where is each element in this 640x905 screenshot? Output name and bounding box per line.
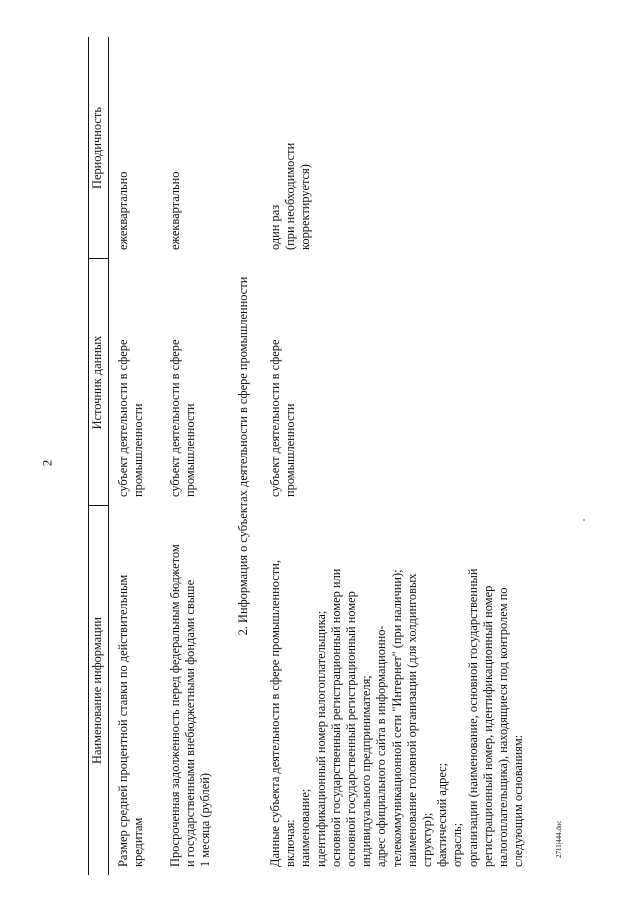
- table-top-border: [88, 37, 89, 875]
- row-name-line: и государственными внебюджетными фондами свыше: [183, 579, 198, 867]
- row-name-line: 1 месяца (рублей): [198, 773, 213, 867]
- row-name-line: основной государственный регистрационный номер: [344, 591, 359, 867]
- row-period-line: ежеквартально: [116, 171, 130, 250]
- row-name-line: включая:: [283, 819, 298, 867]
- header-period: Периодичность: [90, 107, 104, 189]
- row-period-line: (при необходимости: [283, 142, 298, 250]
- row-period: [268, 143, 314, 250]
- row-name-line: кредитам: [131, 817, 146, 867]
- row-name-line: Данные субъекта деятельности в сфере промышленности,: [268, 560, 282, 867]
- row-name-line: фактический адрес;: [435, 762, 450, 867]
- row-source-line: промышленности: [183, 403, 198, 497]
- row-source-line: промышленности: [283, 403, 298, 497]
- header-source: Источник данных: [90, 335, 104, 430]
- row-source: [268, 340, 298, 498]
- row-name-line: отрасль;: [450, 822, 465, 867]
- page-number: 2: [39, 459, 55, 467]
- row-source-line: субъект деятельности в сфере: [168, 339, 182, 497]
- row-source-line: промышленности: [131, 403, 146, 497]
- row-period: [168, 172, 183, 250]
- row-name-line: следующим основаниям:: [511, 734, 526, 867]
- row-name-line: наименование;: [298, 788, 313, 867]
- section-title: 2. Информация о субъектах деятельности в сфере промышленности: [236, 276, 250, 636]
- row-name-line: наименование головной организации (для холдинговых: [404, 573, 419, 867]
- row-name-line: Просроченная задолженность перед федеральным бюджетом: [168, 544, 182, 867]
- row-name-line: индивидуального предпринимателя;: [359, 675, 374, 867]
- footer-file-code: 2711|444.doc: [555, 820, 563, 858]
- table-row: [168, 544, 214, 867]
- table-row: [116, 575, 146, 867]
- row-name-line: структур);: [420, 812, 435, 867]
- row-name-line: Размер средней процентной ставки по действительным: [116, 574, 130, 867]
- row-name-line: идентификационный номер налогоплательщика;: [313, 610, 328, 867]
- row-period-line: ежеквартально: [168, 171, 182, 250]
- row-name-line: адрес официального сайта в информационно-: [374, 625, 389, 867]
- table-header-bottom-border: [108, 37, 109, 875]
- header-name: Наименование информации: [90, 617, 104, 764]
- row-name-line: телекоммуникационной сети "Интернет" (при наличии);: [389, 569, 404, 867]
- rotated-document-page: [88, 37, 593, 875]
- row-name-line: налогоплательщика), находящиеся под контролем по: [496, 587, 511, 867]
- row-period-line: один раз: [268, 204, 282, 250]
- row-period: [116, 172, 131, 250]
- row-name-line: регистрационный номер, идентификационный номер: [480, 585, 495, 867]
- row-name-line: организации (наименование, основной государственный: [465, 568, 480, 867]
- row-source-line: субъект деятельности в сфере: [116, 339, 130, 497]
- row-source-line: субъект деятельности в сфере: [268, 339, 282, 497]
- row-source: [116, 340, 146, 498]
- row-name-line: основной государственный регистрационный номер или: [328, 568, 343, 867]
- row-period-line: корректируется): [298, 164, 313, 250]
- row-source: [168, 340, 198, 498]
- table-row: [268, 560, 526, 867]
